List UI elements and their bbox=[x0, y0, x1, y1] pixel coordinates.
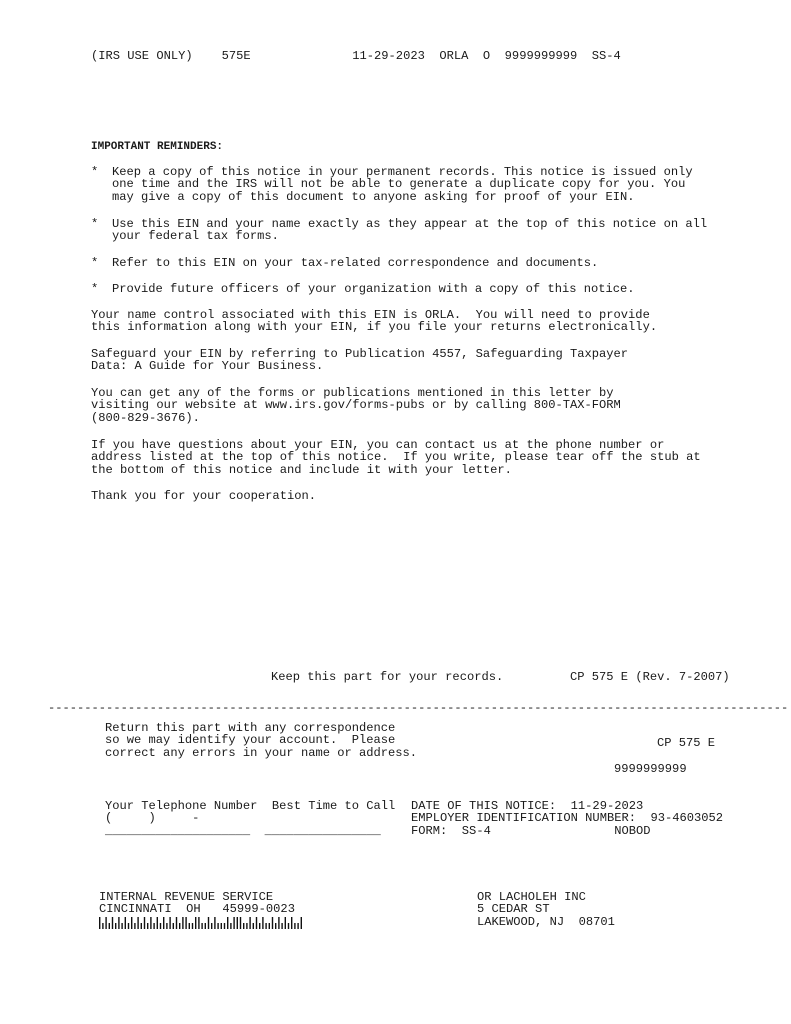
barcode-bar bbox=[221, 923, 222, 929]
telephone-entry-block: Your Telephone Number Best Time to Call ( ) - ____________________ ________________ bbox=[105, 799, 396, 838]
reminder-bullet bbox=[91, 257, 731, 269]
barcode-bar bbox=[301, 917, 302, 929]
barcode-bar bbox=[189, 923, 190, 929]
reminder-text: Refer to this EIN on your tax-related correspondence and documents. bbox=[112, 256, 599, 270]
barcode-bar bbox=[166, 923, 167, 929]
barcode-bar bbox=[224, 923, 225, 929]
name-control-paragraph: Your name control associated with this EIN is ORLA. You will need to provide this information along with your EIN, if you file your returns electronically. bbox=[91, 308, 658, 335]
form-revision-id: CP 575 E (Rev. 7-2007) bbox=[570, 670, 730, 684]
barcode-bar bbox=[137, 917, 138, 929]
barcode-bar bbox=[246, 923, 247, 929]
barcode-bar bbox=[265, 923, 266, 929]
barcode-bar bbox=[169, 917, 170, 929]
barcode-bar bbox=[182, 917, 183, 929]
forms-publications-paragraph: You can get any of the forms or publications mentioned in this letter by visiting our website at www.irs.gov/forms-pubs or by calling 800-TAX-FORM (800-829-3676). bbox=[91, 386, 621, 425]
barcode-bar bbox=[281, 923, 282, 929]
barcode-bar bbox=[256, 917, 257, 929]
important-reminders-title: IMPORTANT REMINDERS: bbox=[91, 141, 224, 153]
bullet-marker: * bbox=[91, 165, 99, 179]
barcode-bar bbox=[195, 917, 196, 929]
reminder-text: Provide future officers of your organization with a copy of this notice. bbox=[112, 282, 635, 296]
reminder-bullet bbox=[91, 218, 731, 243]
business-address: OR LACHOLEH INC 5 CEDAR ST LAKEWOOD, NJ 08701 bbox=[477, 890, 615, 929]
bullet-marker: * bbox=[91, 217, 99, 231]
barcode-bar bbox=[278, 917, 279, 929]
barcode-bar bbox=[233, 917, 234, 929]
barcode-bar bbox=[163, 917, 164, 929]
barcode-bar bbox=[262, 917, 263, 929]
barcode-bar bbox=[227, 917, 228, 929]
safeguard-paragraph: Safeguard your EIN by referring to Publication 4557, Safeguarding Taxpayer Data: A Guide for Your Business. bbox=[91, 347, 629, 374]
barcode-bar bbox=[253, 923, 254, 929]
irs-address: INTERNAL REVENUE SERVICE CINCINNATI OH 45999-0023 bbox=[99, 890, 295, 917]
questions-paragraph: If you have questions about your EIN, you can contact us at the phone number or address listed at the top of this notice. If you write, please tear off the stub at the bottom of this notice and include it with your letter. bbox=[91, 438, 701, 477]
barcode-bar bbox=[144, 917, 145, 929]
notice-header-line: (IRS USE ONLY) 575E 11-29-2023 ORLA O 9999999999 SS-4 bbox=[91, 49, 621, 63]
barcode-bar bbox=[153, 923, 154, 929]
barcode-bar bbox=[105, 917, 106, 929]
stub-account-id: 9999999999 bbox=[614, 762, 687, 776]
reminder-bullet bbox=[91, 166, 731, 203]
stub-cp-label: CP 575 E bbox=[657, 736, 716, 750]
bullet-marker: * bbox=[91, 282, 99, 296]
barcode-bar bbox=[125, 917, 126, 929]
barcode-bar bbox=[131, 917, 132, 929]
barcode-bar bbox=[150, 917, 151, 929]
barcode-bar bbox=[275, 923, 276, 929]
barcode-bar bbox=[141, 923, 142, 929]
reminder-bullet bbox=[91, 283, 731, 295]
postal-barcode bbox=[99, 917, 309, 931]
barcode-bar bbox=[121, 923, 122, 929]
barcode-bar bbox=[211, 923, 212, 929]
bullet-marker: * bbox=[91, 256, 99, 270]
barcode-bar bbox=[208, 917, 209, 929]
barcode-bar bbox=[272, 917, 273, 929]
thank-you-text: Thank you for your cooperation. bbox=[91, 489, 316, 503]
notice-details-block: DATE OF THIS NOTICE: 11-29-2023 EMPLOYER IDENTIFICATION NUMBER: 93-4603052 FORM: SS-4 NOBOD bbox=[411, 799, 724, 838]
barcode-bar bbox=[157, 917, 158, 929]
barcode-bar bbox=[214, 917, 215, 929]
barcode-bar bbox=[160, 923, 161, 929]
keep-records-text: Keep this part for your records. bbox=[271, 670, 504, 684]
barcode-bar bbox=[179, 923, 180, 929]
barcode-bar bbox=[185, 917, 186, 929]
barcode-bar bbox=[291, 917, 292, 929]
barcode-bar bbox=[230, 923, 231, 929]
barcode-bar bbox=[99, 917, 100, 929]
barcode-bar bbox=[297, 923, 298, 929]
barcode-bar bbox=[198, 917, 199, 929]
barcode-bar bbox=[192, 923, 193, 929]
barcode-bar bbox=[176, 917, 177, 929]
barcode-bar bbox=[294, 923, 295, 929]
reminder-text: Keep a copy of this notice in your permanent records. This notice is issued only one time and the IRS will not be able to generate a duplicate copy for you. You may give a copy of this document to anyone asking for proof of your EIN. bbox=[112, 165, 693, 204]
tear-off-line: ------------------------------------------------------------------------------------------------------ bbox=[48, 701, 789, 715]
barcode-bar bbox=[128, 923, 129, 929]
barcode-bar bbox=[205, 923, 206, 929]
barcode-bar bbox=[109, 923, 110, 929]
barcode-bar bbox=[288, 923, 289, 929]
barcode-bar bbox=[173, 923, 174, 929]
barcode-bar bbox=[259, 923, 260, 929]
barcode-bar bbox=[118, 917, 119, 929]
barcode-bar bbox=[134, 923, 135, 929]
barcode-bar bbox=[112, 917, 113, 929]
barcode-bar bbox=[285, 917, 286, 929]
barcode-bar bbox=[115, 923, 116, 929]
barcode-bar bbox=[237, 917, 238, 929]
barcode-bar bbox=[217, 923, 218, 929]
barcode-bar bbox=[269, 923, 270, 929]
reminder-text: Use this EIN and your name exactly as they appear at the top of this notice on all your federal tax forms. bbox=[112, 217, 708, 244]
barcode-bar bbox=[147, 923, 148, 929]
stub-instructions: Return this part with any correspondence so we may identify your account. Please correct any errors in your name or address. bbox=[105, 721, 418, 760]
barcode-bar bbox=[243, 923, 244, 929]
barcode-bar bbox=[240, 917, 241, 929]
barcode-bar bbox=[249, 917, 250, 929]
barcode-bar bbox=[201, 923, 202, 929]
barcode-bar bbox=[102, 923, 103, 929]
